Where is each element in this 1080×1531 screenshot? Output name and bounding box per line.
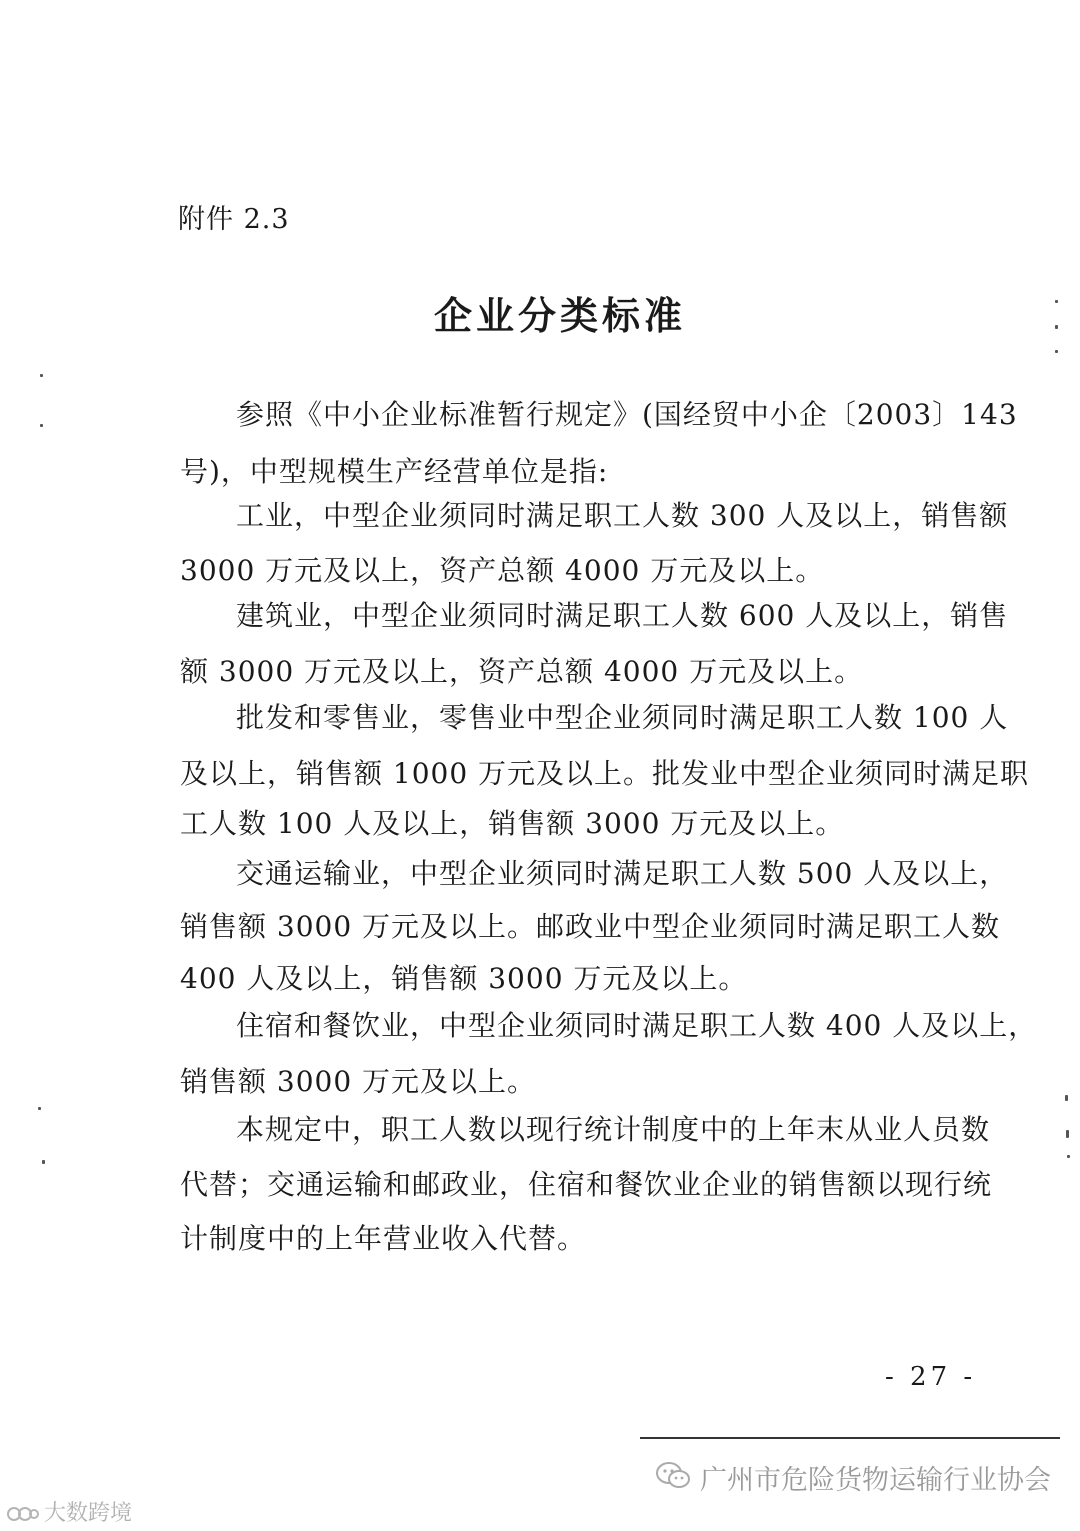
scan-speck [1055, 350, 1058, 353]
body-line: 400 人及以上，销售额 3000 万元及以上。 [180, 962, 748, 995]
body-line: 交通运输业，中型企业须同时满足职工人数 500 人及以上， [236, 857, 1009, 890]
scan-speck [1055, 325, 1058, 329]
scan-speck [1065, 1095, 1068, 1101]
body-line: 工业，中型企业须同时满足职工人数 300 人及以上，销售额 [236, 499, 1009, 532]
footer-organization: 广州市危险货物运输行业协会 [700, 1465, 1051, 1496]
scan-speck [1066, 1130, 1069, 1138]
body-line: 工人数 100 人及以上，销售额 3000 万元及以上。 [180, 807, 845, 840]
body-line: 参照《中小企业标准暂行规定》(国经贸中小企〔2003〕143 [236, 398, 1018, 431]
scan-speck [40, 374, 43, 377]
page-number: - 27 - [885, 1362, 977, 1392]
wechat-icon [655, 1460, 691, 1492]
watermark [6, 1496, 132, 1527]
body-line: 批发和零售业，零售业中型企业须同时满足职工人数 100 人 [236, 701, 1009, 734]
body-line: 本规定中，职工人数以现行统计制度中的上年末从业人员数 [236, 1113, 991, 1146]
body-line: 销售额 3000 万元及以上。 [180, 1065, 537, 1098]
body-line: 及以上，销售额 1000 万元及以上。批发业中型企业须同时满足职 [180, 757, 1030, 790]
attachment-label: 附件 2.3 [178, 204, 290, 235]
body-line: 销售额 3000 万元及以上。邮政业中型企业须同时满足职工人数 [180, 910, 1001, 943]
scan-speck [42, 1160, 45, 1164]
body-line: 额 3000 万元及以上，资产总额 4000 万元及以上。 [180, 655, 864, 688]
watermark-logo-icon [6, 1503, 40, 1525]
scan-speck [1067, 1155, 1070, 1158]
scan-speck [1055, 300, 1058, 303]
page-title: 企业分类标准 [433, 293, 686, 338]
scan-speck [40, 424, 43, 427]
footer-rule [640, 1437, 1060, 1439]
body-line: 号)，中型规模生产经营单位是指: [180, 455, 609, 488]
body-line: 住宿和餐饮业，中型企业须同时满足职工人数 400 人及以上， [236, 1009, 1038, 1042]
body-line: 代替；交通运输和邮政业，住宿和餐饮业企业的销售额以现行统 [180, 1168, 993, 1201]
watermark-text: 大数跨境 [44, 1501, 133, 1526]
scan-speck [38, 1107, 41, 1110]
body-line: 3000 万元及以上，资产总额 4000 万元及以上。 [180, 554, 825, 587]
body-line: 建筑业，中型企业须同时满足职工人数 600 人及以上，销售 [236, 599, 1009, 632]
body-line: 计制度中的上年营业收入代替。 [180, 1222, 587, 1255]
